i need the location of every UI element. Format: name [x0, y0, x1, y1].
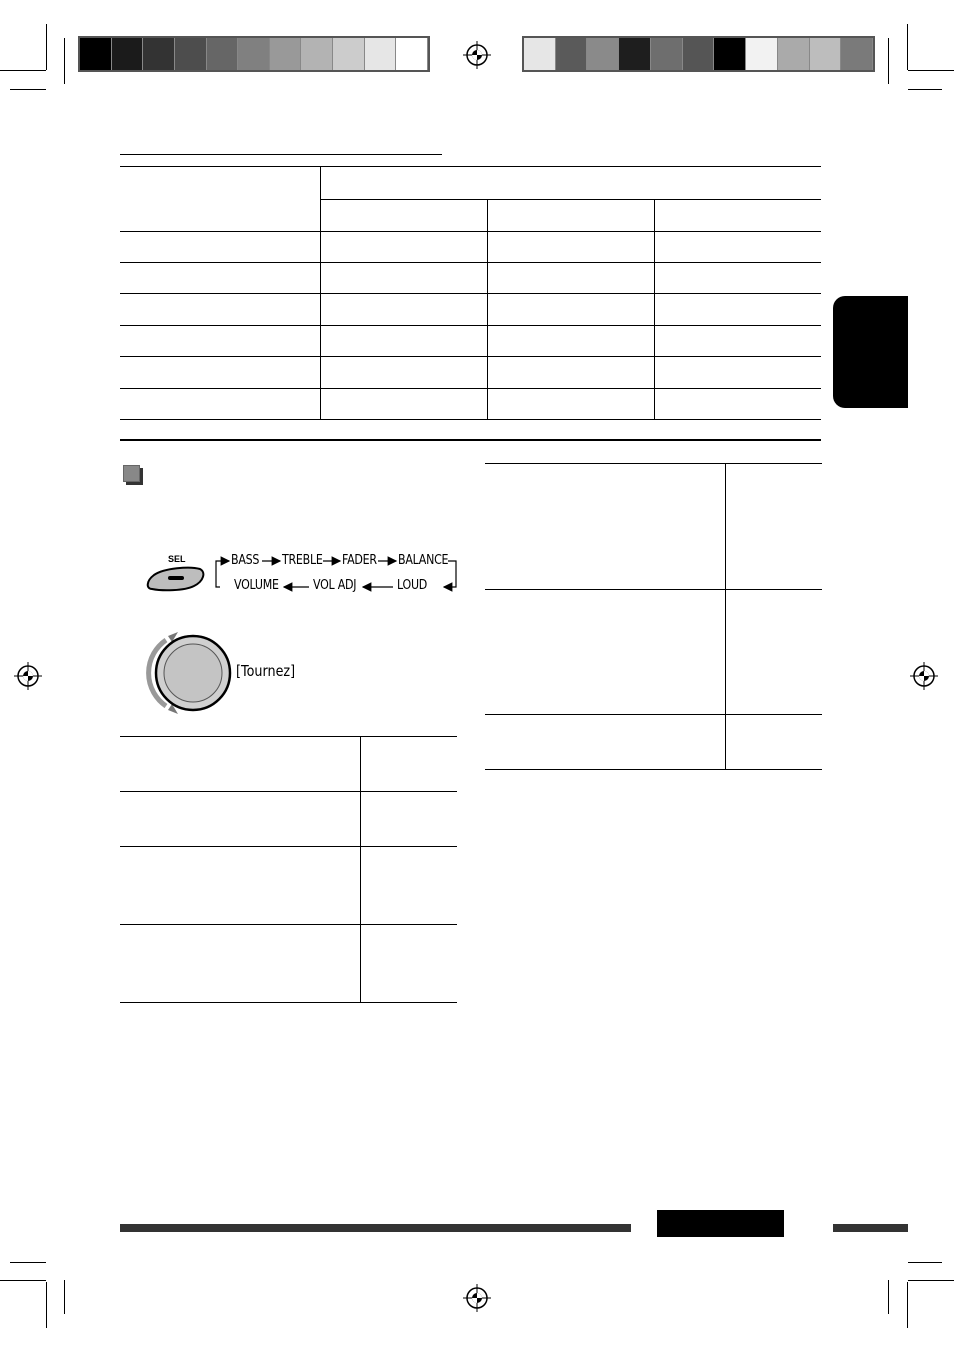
color-swatch [396, 38, 428, 70]
color-swatch [301, 38, 333, 70]
color-swatch [714, 38, 746, 70]
left-table-top-border [120, 736, 457, 737]
right-table-top-border [485, 463, 822, 464]
sequence-item-volume: VOLUME [234, 578, 279, 593]
color-swatch [207, 38, 239, 70]
crop-mark [908, 70, 954, 71]
crop-mark [0, 70, 46, 71]
color-swatch [143, 38, 175, 70]
sequence-item-bass: BASS [231, 553, 260, 568]
table-row-rule [120, 388, 821, 389]
right-table-row-rule [485, 714, 822, 715]
table-column-divider [487, 199, 488, 419]
sel-button-label: SEL [168, 554, 186, 564]
sequence-item-balance: BALANCE [398, 553, 449, 568]
color-swatch [651, 38, 683, 70]
language-side-tab [833, 296, 908, 408]
color-swatch [683, 38, 715, 70]
right-table-bottom-border [485, 769, 822, 770]
right-table-column-divider [725, 463, 726, 769]
sequence-arrows [210, 550, 460, 596]
crop-mark [46, 1282, 47, 1328]
table-top-border [120, 166, 821, 167]
crop-mark [46, 24, 47, 70]
registration-target-icon [463, 41, 491, 69]
page-number-box [657, 1210, 784, 1237]
table-subheader-rule [320, 199, 821, 200]
registration-target-icon [910, 662, 938, 690]
sel-button[interactable] [144, 563, 206, 595]
crop-mark [888, 1280, 889, 1314]
registration-target-icon [14, 662, 42, 690]
crop-mark [0, 1280, 46, 1281]
color-swatch [619, 38, 651, 70]
color-swatch [80, 38, 112, 70]
table-bottom-rule [120, 419, 821, 420]
color-swatch [175, 38, 207, 70]
crop-mark [888, 38, 889, 84]
left-table-row-rule [120, 846, 457, 847]
section-divider [120, 439, 821, 441]
section-square-icon [123, 465, 140, 482]
table-column-divider [654, 199, 655, 419]
color-swatch [270, 38, 302, 70]
left-table-row-rule [120, 924, 457, 925]
sequence-item-vol-adj: VOL ADJ [313, 578, 357, 593]
registration-target-icon [463, 1284, 491, 1312]
color-swatch [587, 38, 619, 70]
left-table-row-rule [120, 791, 457, 792]
crop-mark [10, 1262, 46, 1263]
crop-mark [908, 1280, 954, 1281]
footer-bar [120, 1224, 631, 1232]
color-swatch [746, 38, 778, 70]
color-swatch [778, 38, 810, 70]
color-swatch [841, 38, 873, 70]
right-table-row-rule [485, 589, 822, 590]
table-row-rule [120, 325, 821, 326]
color-swatch [112, 38, 144, 70]
table-row-rule [120, 231, 821, 232]
footer-bar-right [833, 1224, 908, 1232]
table-row-rule [120, 293, 821, 294]
left-table-column-divider [360, 736, 361, 1002]
sequence-item-treble: TREBLE [282, 553, 323, 568]
color-swatch [524, 38, 556, 70]
crop-mark [10, 89, 46, 90]
crop-mark [907, 24, 908, 70]
dial-instruction-label: [Tournez] [236, 662, 296, 680]
table-row-rule [120, 356, 821, 357]
color-swatch [365, 38, 397, 70]
sequence-item-loud: LOUD [397, 578, 428, 593]
crop-mark [64, 1280, 65, 1314]
sequence-item-fader: FADER [342, 553, 377, 568]
control-dial[interactable] [144, 628, 236, 718]
color-swatch [556, 38, 588, 70]
crop-mark [64, 38, 65, 84]
table-row-rule [120, 262, 821, 263]
color-swatch [810, 38, 842, 70]
left-table-bottom-border [120, 1002, 457, 1003]
color-swatch [238, 38, 270, 70]
color-swatch [333, 38, 365, 70]
crop-mark [908, 1262, 942, 1263]
crop-mark [907, 1282, 908, 1328]
section-heading-rule [120, 154, 442, 155]
crop-mark [908, 89, 942, 90]
